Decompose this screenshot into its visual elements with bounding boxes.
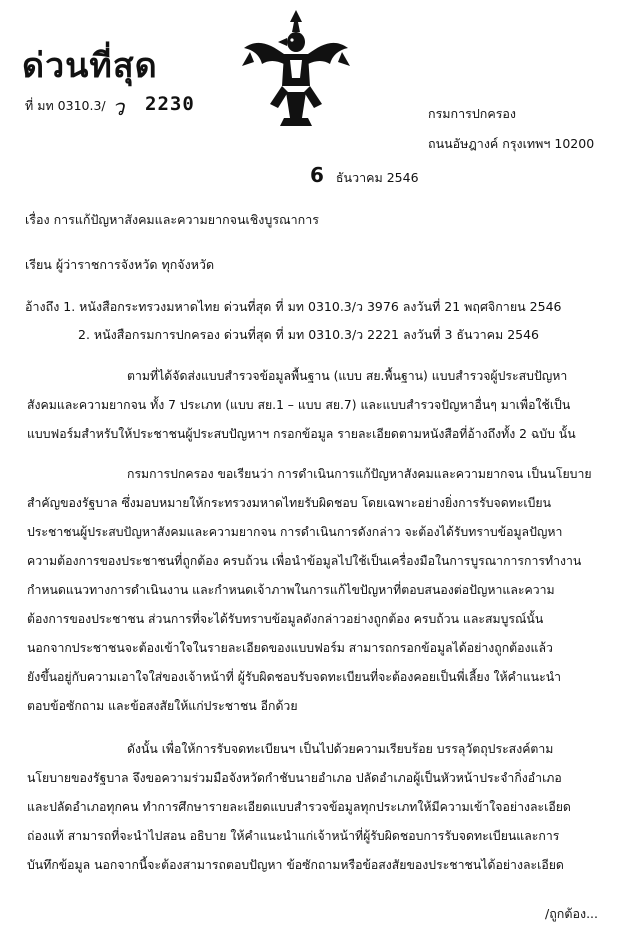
paragraph-line: ความต้องการของประชาชนที่ถูกต้อง ครบถ้วน เพื่อนำข้อมูลไปใช้เป็นเครื่องมือในการบูรณาการการทำงาน <box>27 554 582 568</box>
paragraph-line: และปลัดอำเภอทุกคน ทำการศึกษารายละเอียดแบบสำรวจข้อมูลทุกประเภทให้มีความเข้าใจอย่างละเอียด <box>27 800 571 814</box>
paragraph-intro <box>27 362 576 449</box>
paragraph-line: นอกจากประชาชนจะต้องเข้าใจในรายละเอียดของแบบฟอร์ม สามารถกรอกข้อมูลได้อย่างถูกต้องแล้ว <box>27 641 553 655</box>
document-number: 2230 <box>145 93 195 115</box>
organization-address: ถนนอัษฎางค์ กรุงเทพฯ 10200 <box>428 136 595 151</box>
date-month-year: ธันวาคม 2546 <box>335 170 419 185</box>
letter-date <box>310 163 419 188</box>
paragraph-line: ตามที่ได้จัดส่งแบบสำรวจข้อมูลพื้นฐาน (แบบ สย.พื้นฐาน) แบบสำรวจผู้ประสบปัญหา <box>127 369 568 383</box>
paragraph-line: กำหนดแนวทางการดำเนินงาน และกำหนดเจ้าภาพในการแก้ไขปัญหาที่ตอบสนองต่อปัญหาและความ <box>27 583 555 597</box>
paragraph-line: ถ่องแท้ สามารถที่จะนำไปสอน อธิบาย ให้คำแนะนำแก่เจ้าหน้าที่ผู้รับผิดชอบการรับจดทะเบียนและการ <box>27 829 560 843</box>
paragraph-line: สำคัญของรัฐบาล ซึ่งมอบหมายให้กระทรวงมหาดไทยรับผิดชอบ โดยเฉพาะอย่างยิ่งการรับจดทะเบียน <box>27 496 552 510</box>
issuing-organization <box>428 99 594 159</box>
urgency-heading: ด่วนที่สุด <box>22 46 158 86</box>
document-number-prefix: ที่ มท 0310.3/ <box>25 98 106 113</box>
garuda-emblem-icon <box>240 8 352 128</box>
subject-line: เรื่อง การแก้ปัญหาสังคมและความยากจนเชิงบูรณาการ <box>25 212 319 227</box>
paragraph-line: นโยบายของรัฐบาล จึงขอความร่วมมือจังหวัดกำชับนายอำเภอ ปลัดอำเภอผู้เป็นหัวหน้าประจำกิ่งอำเภอ <box>27 771 562 785</box>
document-number-handwritten: ว <box>112 96 125 121</box>
paragraph-line: บันทึกข้อมูล นอกจากนี้จะต้องสามารถตอบปัญหา ข้อซักถามหรือข้อสงสัยของประชาชนได้อย่างละเอียด <box>27 858 564 872</box>
paragraph-line: ตอบข้อซักถาม และข้อสงสัยให้แก่ประชาชน อีกด้วย <box>27 699 298 713</box>
organization-name: กรมการปกครอง <box>428 106 517 121</box>
paragraph-line: ยังขึ้นอยู่กับความเอาใจใส่ของเจ้าหน้าที่ ผู้รับผิดชอบรับจดทะเบียนที่จะต้องคอยเป็นพี่เลี้ยง ให้คำแนะนำ <box>27 670 562 684</box>
continuation-marker: /ถูกต้อง... <box>545 906 598 921</box>
paragraph-line: กรมการปกครอง ขอเรียนว่า การดำเนินการแก้ปัญหาสังคมและความยากจน เป็นนโยบาย <box>127 467 592 481</box>
reference-item: อ้างถึง 1. หนังสือกระทรวงมหาดไทย ด่วนที่สุด ที่ มท 0310.3/ว 3976 ลงวันที่ 21 พฤศจิกายน 2546 <box>25 299 562 314</box>
paragraph-line: สังคมและความยากจน ทั้ง 7 ประเภท (แบบ สย.1 – แบบ สย.7) และแบบสำรวจปัญหาอื่นๆ มาเพื่อใช้เป็น <box>27 398 571 412</box>
paragraph-conclusion <box>27 735 571 880</box>
addressee-line: เรียน ผู้ว่าราชการจังหวัด ทุกจังหวัด <box>25 257 215 272</box>
reference-item: 2. หนังสือกรมการปกครอง ด่วนที่สุด ที่ มท 0310.3/ว 2221 ลงวันที่ 3 ธันวาคม 2546 <box>78 327 540 342</box>
paragraph-line: ดังนั้น เพื่อให้การรับจดทะเบียนฯ เป็นไปด้วยความเรียบร้อย บรรลุวัตถุประสงค์ตาม <box>127 742 554 756</box>
paragraph-line: แบบฟอร์มสำหรับให้ประชาชนผู้ประสบปัญหาฯ กรอกข้อมูล รายละเอียดตามหนังสือที่อ้างถึงทั้ง 2 ฉบับ นั้น <box>27 427 576 441</box>
paragraph-line: ประชาชนผู้ประสบปัญหาสังคมและความยากจน การดำเนินการดังกล่าว จะต้องได้รับทราบข้อมูลปัญหา <box>27 525 563 539</box>
paragraph-line: ต้องการของประชาชน ส่วนการที่จะได้รับทราบข้อมูลดังกล่าวอย่างถูกต้อง ครบถ้วน และสมบูรณ์นั้น <box>27 612 544 626</box>
paragraph-body <box>27 460 592 721</box>
date-day: 6 <box>310 163 324 187</box>
